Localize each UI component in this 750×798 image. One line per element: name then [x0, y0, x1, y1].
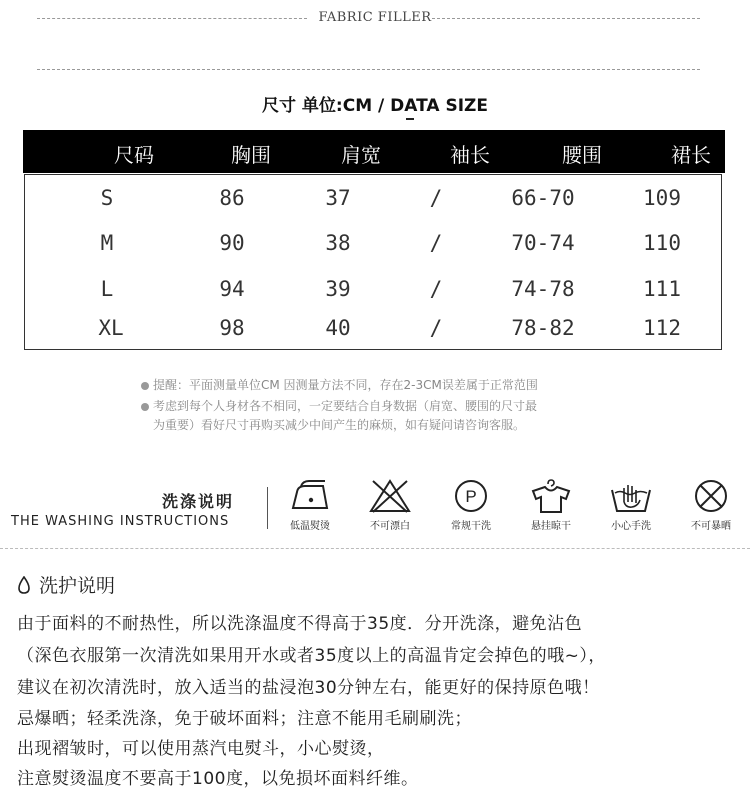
wash-label: 不可暴晒 — [691, 521, 731, 532]
cell-sleeve: / — [429, 231, 443, 255]
note-text: 为重要）看好尺寸再购买减少中间产生的麻烦，如有疑问请咨询客服。 — [153, 418, 526, 432]
cell-shoulder: 39 — [325, 277, 351, 301]
cell-size: M — [100, 231, 114, 255]
wash-label: 小心手洗 — [611, 521, 651, 532]
section-divider — [0, 548, 750, 549]
title-underline — [406, 118, 414, 120]
hand-wash-icon — [608, 478, 654, 514]
wash-item-no-sun-dry — [671, 478, 750, 532]
cell-sleeve: / — [429, 186, 443, 210]
header-divider-right — [432, 18, 700, 19]
note-1 — [141, 376, 538, 393]
washing-title-cn: 洗涤说明 — [162, 492, 235, 511]
header-waist: 腰围 — [562, 143, 602, 167]
cell-size: S — [100, 186, 114, 210]
cell-bust: 90 — [219, 231, 245, 255]
size-table-body — [24, 174, 722, 350]
care-line: 出现褶皱时，可以使用蒸汽电熨斗，小心熨烫， — [17, 739, 385, 759]
wash-item-hang-dry — [511, 478, 591, 532]
note-3 — [153, 416, 525, 433]
cell-skirt-length: 111 — [643, 277, 681, 301]
svg-text:P: P — [465, 487, 477, 506]
cell-waist: 70-74 — [511, 231, 575, 255]
iron-icon — [287, 478, 333, 514]
header-skirt-length: 裙长 — [671, 143, 711, 167]
note-2 — [141, 397, 537, 414]
care-heading — [17, 571, 115, 598]
cell-sleeve: / — [429, 316, 443, 340]
header-bust: 胸围 — [231, 143, 271, 167]
cell-sleeve: / — [429, 277, 443, 301]
cell-skirt-length: 112 — [643, 316, 681, 340]
washing-separator — [267, 487, 268, 529]
cell-shoulder: 37 — [325, 186, 351, 210]
fabric-filler-title: FABRIC FILLER — [318, 10, 432, 25]
cell-skirt-length: 110 — [643, 231, 681, 255]
water-drop-icon — [17, 576, 31, 594]
care-line: （深色衣服第一次清洗如果用开水或者35度以上的高温肯定会掉色的哦~）， — [17, 646, 606, 666]
wash-item-dry-clean — [431, 478, 511, 532]
cell-shoulder: 40 — [325, 316, 351, 340]
no-bleach-icon — [367, 478, 413, 514]
washing-title-en: THE WASHING INSTRUCTIONS — [11, 514, 230, 529]
care-line: 忌爆晒；轻柔洗涤，免于破坏面料；注意不能用毛刷刷洗； — [17, 709, 472, 729]
care-line: 注意熨烫温度不要高于100度，以免损坏面料纤维。 — [17, 769, 419, 789]
dry-clean-p-icon — [448, 478, 494, 514]
size-chart-title: 尺寸 单位:CM / DATA SIZE — [262, 96, 488, 116]
hang-dry-icon — [528, 478, 574, 514]
wash-label: 悬挂晾干 — [531, 521, 571, 532]
note-text: 考虑到每个人身材各不相同，一定要结合自身数据（肩宽、腰围的尺寸最 — [153, 399, 538, 413]
wash-item-iron — [270, 478, 350, 532]
header-sleeve: 袖长 — [450, 143, 490, 167]
care-line: 建议在初次清洗时，放入适当的盐浸泡30分钟左右，能更好的保持原色哦！ — [17, 678, 600, 698]
cell-shoulder: 38 — [325, 231, 351, 255]
wash-label: 低温熨烫 — [290, 521, 330, 532]
wash-item-hand-wash — [591, 478, 671, 532]
wash-label: 常规干洗 — [451, 521, 491, 532]
cell-bust: 94 — [219, 277, 245, 301]
care-title: 洗护说明 — [39, 575, 116, 597]
cell-waist: 66-70 — [511, 186, 575, 210]
cell-size: L — [100, 277, 114, 301]
header-shoulder: 肩宽 — [341, 143, 381, 167]
care-line: 由于面料的不耐热性，所以洗涤温度不得高于35度．分开洗涤，避免沾色 — [17, 614, 583, 634]
cell-waist: 78-82 — [511, 316, 575, 340]
wash-item-no-bleach — [350, 478, 430, 532]
cell-waist: 74-78 — [511, 277, 575, 301]
header-divider-bottom — [37, 69, 700, 70]
cell-bust: 98 — [219, 316, 245, 340]
cell-bust: 86 — [219, 186, 245, 210]
bullet-icon — [141, 403, 149, 411]
bullet-icon — [141, 382, 149, 390]
cell-size: XL — [98, 316, 124, 340]
header-size: 尺码 — [114, 143, 154, 167]
cell-skirt-length: 109 — [643, 186, 681, 210]
no-sun-dry-icon — [688, 478, 734, 514]
size-table-header — [23, 130, 725, 173]
wash-label: 不可漂白 — [370, 521, 410, 532]
note-text: 提醒：平面测量单位CM 因测量方法不同，存在2-3CM误差属于正常范围 — [153, 378, 538, 392]
